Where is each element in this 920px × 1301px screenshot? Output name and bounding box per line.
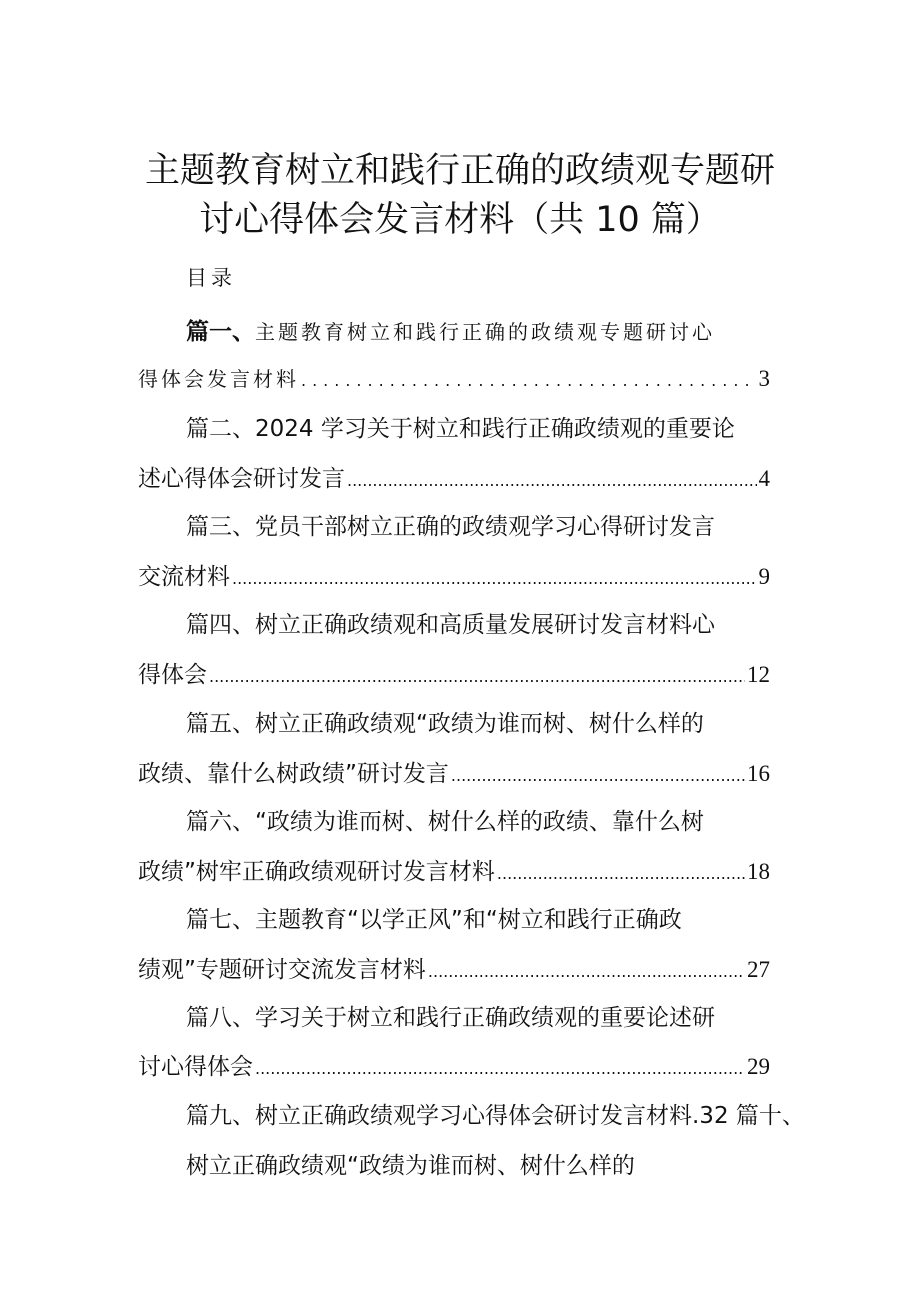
document-title-line-1: 主题教育树立和践行正确的政绩观专题研 — [144, 151, 775, 191]
dot-leader — [255, 1059, 745, 1078]
toc-entry-2-continuation[interactable] — [138, 460, 770, 493]
toc-entry-2-title: 2024 学习关于树立和践行正确政绩观的重要论 — [255, 416, 735, 442]
toc-entry-2-number: 篇二、 — [186, 416, 255, 442]
toc-heading: 目录 — [186, 266, 236, 290]
dot-leader — [209, 667, 745, 686]
toc-entry-6-title: “政绩为谁而树、树什么样的政绩、靠什么树 — [255, 809, 704, 835]
toc-entry-1-continuation[interactable] — [138, 363, 770, 392]
dot-leader — [232, 569, 757, 588]
toc-entry-7-title: 主题教育“以学正风”和“树立和践行正确政 — [255, 907, 682, 933]
toc-entry-2-title-cont: 述心得体会研讨发言 — [138, 466, 345, 492]
toc-entry-4-title-cont: 得体会 — [138, 662, 207, 688]
toc-entry-4-continuation[interactable] — [138, 656, 770, 689]
toc-entry-6-lead[interactable] — [186, 803, 704, 836]
toc-entry-2-page: 4 — [758, 466, 770, 491]
toc-entry-4-title: 树立正确政绩观和高质量发展研讨发言材料心 — [255, 612, 715, 638]
toc-entry-1-number: 篇一、 — [186, 319, 255, 345]
toc-entry-9-and-10[interactable]: 篇九、树立正确政绩观学习心得体会研讨发言材料.32 篇十、 — [186, 1103, 805, 1129]
toc-entry-7-lead[interactable] — [186, 901, 682, 934]
toc-entry-8-title-cont: 讨心得体会 — [138, 1054, 253, 1080]
toc-entry-8-lead[interactable] — [186, 999, 715, 1032]
toc-entry-7-page: 27 — [747, 957, 770, 982]
toc-entry-3-lead[interactable] — [186, 508, 715, 541]
toc-entry-3-title-cont: 交流材料 — [138, 564, 230, 590]
toc-entry-5-number: 篇五、 — [186, 711, 255, 737]
toc-entry-8-number: 篇八、 — [186, 1005, 255, 1031]
toc-entry-10-continuation[interactable]: 树立正确政绩观“政绩为谁而树、树什么样的 — [186, 1153, 635, 1179]
toc-entry-8-continuation[interactable] — [138, 1048, 770, 1081]
dot-leader — [451, 766, 745, 785]
toc-entry-4-number: 篇四、 — [186, 612, 255, 638]
toc-entry-8-page: 29 — [747, 1054, 770, 1079]
toc-entry-7-title-cont: 绩观”专题研讨交流发言材料 — [138, 957, 426, 983]
toc-entry-2-lead[interactable] — [186, 410, 735, 443]
toc-entry-3-title: 党员干部树立正确的政绩观学习心得研讨发言 — [255, 514, 715, 540]
toc-entry-5-lead[interactable] — [186, 705, 704, 738]
toc-entry-6-continuation[interactable] — [138, 853, 770, 886]
toc-entry-1-lead[interactable] — [186, 313, 715, 346]
toc-entry-6-page: 18 — [747, 859, 770, 884]
dot-leader — [428, 962, 745, 981]
document-title-line-2: 讨心得体会发言材料（共 10 篇） — [199, 200, 721, 240]
toc-entry-6-title-cont: 政绩”树牢正确政绩观研讨发言材料 — [138, 859, 495, 885]
toc-entry-3-number: 篇三、 — [186, 514, 255, 540]
toc-entry-7-number: 篇七、 — [186, 907, 255, 933]
dot-leader — [347, 471, 757, 490]
toc-entry-6-number: 篇六、 — [186, 809, 255, 835]
toc-entry-7-continuation[interactable] — [138, 951, 770, 984]
dot-leader — [497, 864, 745, 883]
toc-entry-5-page: 16 — [747, 761, 770, 786]
toc-entry-1-title: 主题教育树立和践行正确的政绩观专题研讨心 — [255, 320, 715, 344]
toc-entry-3-continuation[interactable] — [138, 558, 770, 591]
toc-entry-5-title-cont: 政绩、靠什么树政绩”研讨发言 — [138, 761, 449, 787]
toc-entry-3-page: 9 — [758, 564, 770, 589]
dot-leader — [301, 371, 757, 390]
toc-entry-5-continuation[interactable] — [138, 755, 770, 788]
toc-entry-1-page: 3 — [758, 366, 770, 391]
toc-entry-4-lead[interactable] — [186, 606, 715, 639]
toc-entry-5-title: 树立正确政绩观“政绩为谁而树、树什么样的 — [255, 711, 704, 737]
toc-entry-8-title: 学习关于树立和践行正确政绩观的重要论述研 — [255, 1005, 715, 1031]
toc-entry-1-title-cont: 得体会发言材料 — [138, 367, 299, 391]
toc-entry-4-page: 12 — [747, 662, 770, 687]
